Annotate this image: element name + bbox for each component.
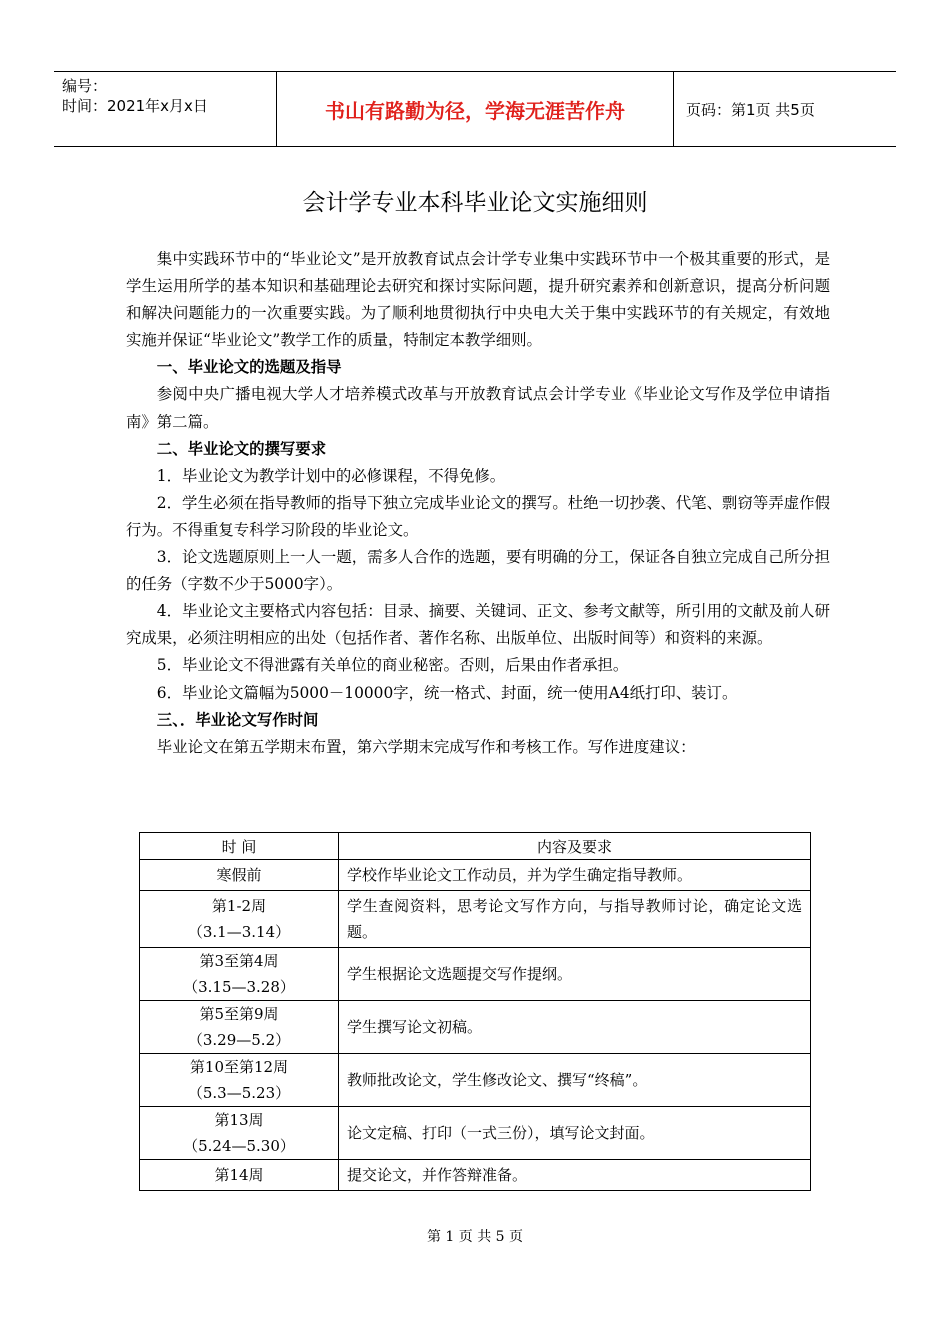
intro-paragraph: 集中实践环节中的“毕业论文”是开放教育试点会计学专业集中实践环节中一个极其重要的形式，是学生运用所学的基本知识和基础理论去研究和探讨实际问题，提升研究素养和创新意识，提高分析问题和解决问题能力的一次重要实践。为了顺利地贯彻执行中央电大关于集中实践环节的有关规定，有效地实施并保证“毕业论文”教学工作的质量，特制定本教学细则。 (126, 250, 830, 350)
week-label: 第3至第4周 (199, 952, 279, 970)
time-cell (140, 1160, 339, 1191)
week-label: 寒假前 (216, 866, 262, 884)
content-cell: 提交论文，并作答辩准备。 (339, 1160, 811, 1191)
date-range: （5.3—5.23） (187, 1084, 291, 1102)
date-range: （3.1—3.14） (187, 923, 291, 941)
table-row (140, 860, 811, 891)
week-label: 第1-2周 (211, 897, 267, 915)
document-body (126, 246, 830, 761)
section1-heading: 一、毕业论文的选题及指导 (156, 358, 342, 377)
section1-text: 参阅中央广播电视大学人才培养模式改革与开放教育试点会计学专业《毕业论文写作及学位申请指南》第二篇。 (126, 385, 830, 431)
content-cell: 学生撰写论文初稿。 (339, 1001, 811, 1054)
document-header (54, 71, 896, 147)
time-cell (140, 891, 339, 948)
requirement-item: 4．毕业论文主要格式内容包括：目录、摘要、关键词、正文、参考文献等，所引用的文献及前人研究成果，必须注明相应的出处（包括作者、著作名称、出版单位、出版时间等）和资料的来源。 (126, 602, 830, 648)
content-cell: 论文定稿、打印（一式三份），填写论文封面。 (339, 1107, 811, 1160)
requirement-item: 3．论文选题原则上一人一题，需多人合作的选题，要有明确的分工，保证各自独立完成自己所分担的任务（字数不少于5000字）。 (126, 548, 830, 594)
section2-heading: 二、毕业论文的撰写要求 (156, 439, 327, 458)
content-cell: 学生查阅资料，思考论文写作方向，与指导教师讨论，确定论文选题。 (339, 891, 811, 948)
header-motto: 书山有路勤为径，学海无涯苦作舟 (276, 72, 674, 146)
table-row (140, 948, 811, 1001)
date-range: （5.24—5.30） (183, 1137, 295, 1155)
section3-text: 毕业论文在第五学期末布置，第六学期末完成写作和考核工作。写作进度建议： (156, 737, 696, 756)
content-cell: 教师批改论文，学生修改论文、撰写“终稿”。 (339, 1054, 811, 1107)
week-label: 第10至第12周 (189, 1058, 289, 1076)
content-cell: 学生根据论文选题提交写作提纲。 (339, 948, 811, 1001)
column-header-time: 时 间 (140, 833, 339, 860)
date-range: （3.29—5.2） (187, 1031, 291, 1049)
requirement-item: 6．毕业论文篇幅为5000－10000字，统一格式、封面，统一使用A4纸打印、装订。 (156, 683, 738, 702)
column-header-content: 内容及要求 (339, 833, 811, 860)
time-cell (140, 860, 339, 891)
week-label: 第5至第9周 (199, 1005, 279, 1023)
table-header-row (140, 833, 811, 860)
time-cell (140, 1107, 339, 1160)
time-cell (140, 1054, 339, 1107)
table-row (140, 1001, 811, 1054)
content-cell: 学校作毕业论文工作动员，并为学生确定指导教师。 (339, 860, 811, 891)
date-range: （3.15—3.28） (183, 978, 295, 996)
time-cell (140, 948, 339, 1001)
requirement-item: 1．毕业论文为教学计划中的必修课程，不得免修。 (156, 466, 506, 485)
document-title: 会计学专业本科毕业论文实施细则 (302, 190, 648, 216)
table-row (140, 891, 811, 948)
table-row (140, 1107, 811, 1160)
schedule-table (139, 832, 811, 1191)
requirement-item: 5．毕业论文不得泄露有关单位的商业秘密。否则，后果由作者承担。 (156, 656, 629, 675)
week-label: 第14周 (214, 1166, 264, 1184)
page-footer: 第 1 页 共 5 页 (426, 1229, 524, 1245)
table-row (140, 1054, 811, 1107)
time-cell (140, 1001, 339, 1054)
requirement-item: 2．学生必须在指导教师的指导下独立完成毕业论文的撰写。杜绝一切抄袭、代笔、剽窃等弄虚作假行为。不得重复专科学习阶段的毕业论文。 (126, 493, 830, 539)
header-page-info: 页码：第1页 共5页 (686, 100, 815, 119)
section3-heading: 三、．毕业论文写作时间 (156, 710, 319, 729)
header-meta (54, 72, 276, 146)
number-label: 编号： (62, 77, 108, 95)
table-row (140, 1160, 811, 1191)
week-label: 第13周 (214, 1111, 264, 1129)
time-label: 时间：2021年x月x日 (62, 97, 208, 115)
